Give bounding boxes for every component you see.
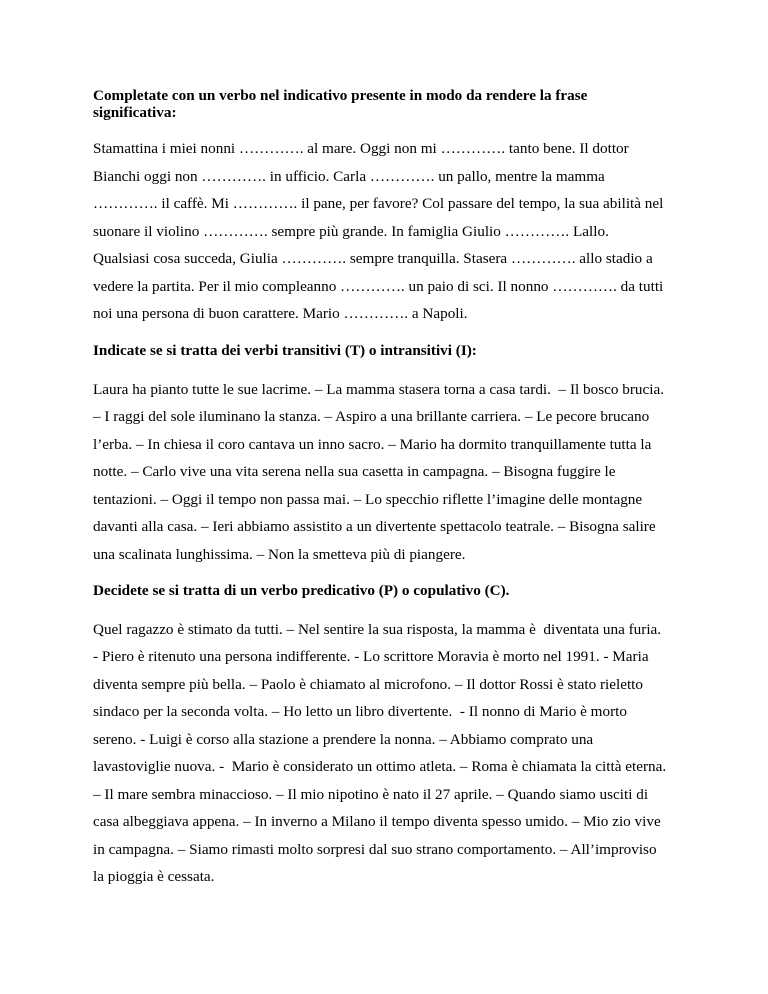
section2-text-line: l’erba. – In chiesa il coro cantava un inno sacro. – Mario ha dormito tranquillamente tutta la: [93, 436, 652, 453]
section3-text-line: lavastoviglie nuova. - Mario è considerato un ottimo atleta. – Roma è chiamata la città eterna.: [93, 758, 667, 775]
section3-text-line: sereno. - Luigi è corso alla stazione a prendere la nonna. – Abbiamo comprato una: [93, 731, 594, 748]
section1-text-line: …………. il caffè. Mi …………. il pane, per favore? Col passare del tempo, la sua abilità nel: [93, 195, 664, 212]
section1-text-line: Stamattina i miei nonni …………. al mare. Oggi non mi …………. tanto bene. Il dottor: [93, 140, 629, 157]
section2-text-line: notte. – Carlo vive una vita serena nella sua casetta in campagna. – Bisogna fuggire le: [93, 463, 616, 480]
section3-text-line: sindaco per la seconda volta. – Ho letto un libro divertente. - Il nonno di Mario è morto: [93, 703, 627, 720]
section1-text-line: Qualsiasi cosa succeda, Giulia …………. sempre tranquilla. Stasera …………. allo stadio a: [93, 250, 653, 267]
section3-heading: Decidete se si tratta di un verbo predicativo (P) o copulativo (C).: [93, 582, 510, 599]
section2-text-line: davanti alla casa. – Ieri abbiamo assistito a un divertente spettacolo teatrale. – Bisogna salire: [93, 518, 656, 535]
section3-text-line: Quel ragazzo è stimato da tutti. – Nel sentire la sua risposta, la mamma è diventata una furia.: [93, 621, 662, 638]
section2-text-line: Laura ha pianto tutte le sue lacrime. – La mamma stasera torna a casa tardi. – Il bosco brucia.: [93, 381, 664, 398]
section1-heading-line1: Completate con un verbo nel indicativo presente in modo da rendere la frase: [93, 87, 588, 104]
section1-text-line: noi una persona di buon carattere. Mario …………. a Napoli.: [93, 305, 468, 322]
section1-text-line: vedere la partita. Per il mio compleanno …………. un paio di sci. Il nonno …………. da tutti: [93, 278, 664, 295]
section3-text-line: casa albeggiava appena. – In inverno a Milano il tempo diventa spesso umido. – Mio zio vive: [93, 813, 661, 830]
section1-text-line: suonare il violino …………. sempre più grande. In famiglia Giulio …………. Lallo.: [93, 223, 609, 240]
section3-text-line: – Il mare sembra minaccioso. – Il mio nipotino è nato il 27 aprile. – Quando siamo usciti di: [93, 786, 649, 803]
section2-text-line: tentazioni. – Oggi il tempo non passa mai. – Lo specchio riflette l’imagine delle montagne: [93, 491, 643, 508]
section2-text-line: una scalinata lunghissima. – Non la smetteva più di piangere.: [93, 546, 466, 563]
section1-heading-line2: significativa:: [93, 104, 177, 121]
section3-text-line: - Piero è ritenuto una persona indifferente. - Lo scrittore Moravia è morto nel 1991. - Maria: [93, 648, 649, 665]
section1-text-line: Bianchi oggi non …………. in ufficio. Carla …………. un pallo, mentre la mamma: [93, 168, 605, 185]
section2-text-line: – I raggi del sole iluminano la stanza. – Aspiro a una brillante carriera. – Le pecore brucano: [93, 408, 650, 425]
section3-text-line: in campagna. – Siamo rimasti molto sorpresi dal suo strano comportamento. – All’improviso: [93, 841, 657, 858]
section3-text-line: la pioggia è cessata.: [93, 868, 215, 885]
section2-heading: Indicate se si tratta dei verbi transitivi (T) o intransitivi (I):: [93, 342, 477, 359]
section3-text-line: diventa sempre più bella. – Paolo è chiamato al microfono. – Il dottor Rossi è stato rieletto: [93, 676, 643, 693]
